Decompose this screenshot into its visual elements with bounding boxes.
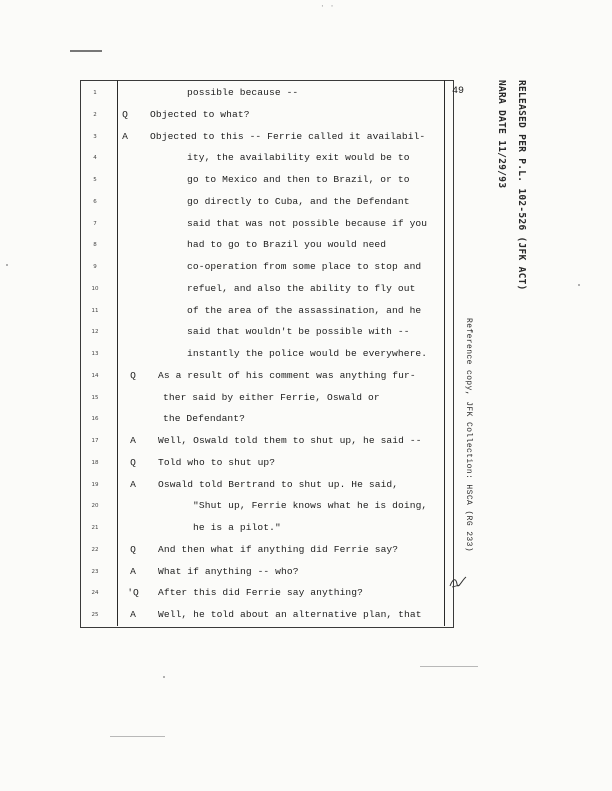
line-text: said that wouldn't be possible with -- xyxy=(187,326,410,338)
line-text: refuel, and also the ability to fly out xyxy=(187,282,416,294)
scan-mark xyxy=(70,50,102,52)
transcript-line xyxy=(0,367,450,385)
line-number: 3 xyxy=(93,133,97,140)
line-number: 7 xyxy=(93,220,97,227)
transcript-line xyxy=(0,432,450,450)
line-text: Objected to what? xyxy=(150,108,250,120)
transcript-line xyxy=(0,193,450,211)
speaker-label: Q xyxy=(130,456,136,468)
line-number: 4 xyxy=(93,155,97,162)
page-number: 49 xyxy=(452,86,465,97)
line-number: 17 xyxy=(91,438,99,444)
line-number: 12 xyxy=(91,329,99,336)
speaker-label: A xyxy=(130,609,136,620)
transcript-line xyxy=(0,584,450,602)
transcript-line xyxy=(0,519,450,537)
line-number: 11 xyxy=(91,307,99,314)
line-text: Well, Oswald told them to shut up, he said -- xyxy=(158,435,422,446)
transcript-line xyxy=(0,258,450,276)
line-text: Oswald told Bertrand to shut up. He said, xyxy=(158,478,399,490)
line-number: 24 xyxy=(91,590,99,597)
transcript-line xyxy=(0,323,450,341)
line-number: 9 xyxy=(93,264,97,270)
speaker-label: A xyxy=(130,478,136,490)
transcript-line xyxy=(0,84,450,102)
line-number: 22 xyxy=(91,546,99,553)
line-number: 13 xyxy=(91,351,99,357)
line-number: 18 xyxy=(91,459,99,466)
handwritten-mark-icon xyxy=(448,574,468,590)
line-text: "Shut up, Ferrie knows what he is doing, xyxy=(193,500,428,512)
transcript-line xyxy=(0,280,450,298)
line-number: 14 xyxy=(91,372,99,379)
line-text: co-operation from some place to stop and xyxy=(187,261,422,272)
line-text: the Defendant? xyxy=(163,413,246,425)
line-number: 23 xyxy=(91,568,99,575)
line-text: ity, the availability exit would be to xyxy=(187,152,410,164)
line-text: And then what if anything did Ferrie say? xyxy=(158,543,399,555)
transcript-line xyxy=(0,345,450,363)
speaker-label: A xyxy=(130,435,136,446)
transcript-line xyxy=(0,476,450,494)
line-number: 1 xyxy=(93,90,97,96)
line-number: 2 xyxy=(93,111,97,118)
transcript-line xyxy=(0,302,450,320)
transcript-line xyxy=(0,389,450,407)
transcript-line xyxy=(0,606,450,624)
scan-mark xyxy=(110,736,165,737)
line-text: go directly to Cuba, and the Defendant xyxy=(187,195,410,207)
line-text: Objected to this -- Ferrie called it availabil- xyxy=(150,130,426,142)
line-text: instantly the police would be everywhere. xyxy=(187,348,428,359)
release-stamp-line-2: NARA DATE 11/29/93 xyxy=(496,80,507,189)
line-text: Well, he told about an alternative plan, that xyxy=(158,609,422,620)
speaker-label: Q xyxy=(122,108,128,120)
line-number: 8 xyxy=(93,242,97,249)
scan-mark xyxy=(420,666,478,667)
line-number: 25 xyxy=(91,612,99,618)
line-text: ther said by either Ferrie, Oswald or xyxy=(163,391,380,403)
transcript-line xyxy=(0,454,450,472)
line-number: 19 xyxy=(91,481,99,488)
line-number: 20 xyxy=(91,503,99,510)
line-text: As a result of his comment was anything fur- xyxy=(158,369,416,381)
transcript-line xyxy=(0,149,450,167)
transcript-line xyxy=(0,541,450,559)
line-text: possible because -- xyxy=(187,87,299,98)
transcript-line xyxy=(0,236,450,254)
scan-dot xyxy=(578,284,580,286)
line-text: After this did Ferrie say anything? xyxy=(158,587,364,599)
line-text: had to go to Brazil you would need xyxy=(187,239,387,251)
speaker-label: 'Q xyxy=(127,587,139,599)
line-text: go to Mexico and then to Brazil, or to xyxy=(187,174,410,185)
line-text: of the area of the assassination, and he xyxy=(187,304,422,316)
transcript-line xyxy=(0,106,450,124)
release-stamp-line-1: RELEASED PER P.L. 102-526 (JFK ACT) xyxy=(516,80,527,291)
speaker-label: A xyxy=(130,565,136,577)
release-stamp xyxy=(490,80,540,300)
speaker-label: Q xyxy=(130,543,136,555)
line-text: Told who to shut up? xyxy=(158,456,276,468)
transcript-line xyxy=(0,497,450,515)
scan-dot xyxy=(163,676,165,678)
top-mark: · · xyxy=(320,2,335,11)
line-number: 16 xyxy=(91,416,99,423)
speaker-label: A xyxy=(122,130,128,142)
line-number: 21 xyxy=(91,525,99,531)
line-number: 6 xyxy=(93,198,97,205)
transcript-line xyxy=(0,171,450,189)
line-text: he is a pilot." xyxy=(193,522,281,533)
transcript-line xyxy=(0,215,450,233)
reference-note: Reference copy, JFK Collection: HSCA (RG 233) xyxy=(464,318,473,553)
scan-dot xyxy=(6,264,8,266)
line-text: said that was not possible because if you xyxy=(187,217,428,229)
speaker-label: Q xyxy=(130,369,136,381)
transcript-line xyxy=(0,563,450,581)
transcript-line xyxy=(0,410,450,428)
line-number: 5 xyxy=(93,177,97,183)
line-number: 15 xyxy=(91,394,99,401)
transcript-line xyxy=(0,128,450,146)
line-number: 10 xyxy=(91,285,99,292)
line-text: What if anything -- who? xyxy=(158,565,299,577)
